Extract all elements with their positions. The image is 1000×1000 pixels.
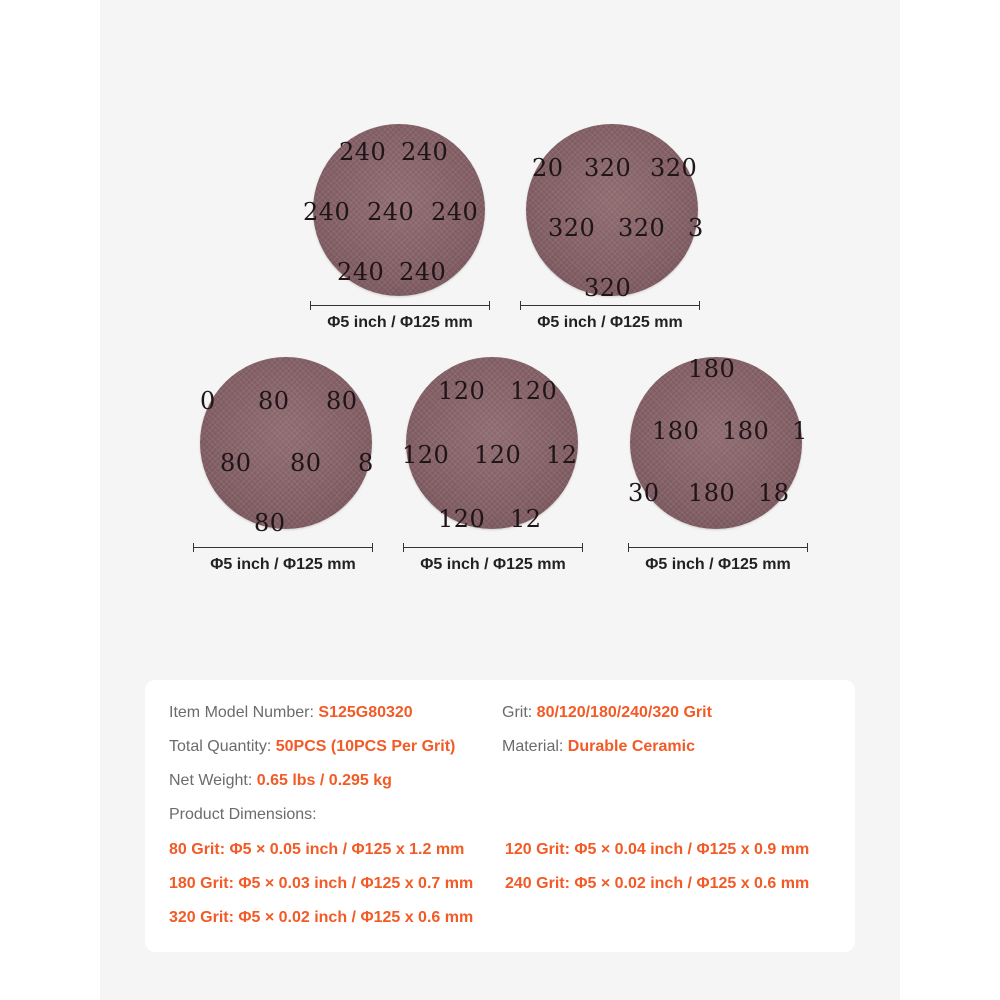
grit-mark: 120 [438,505,486,533]
grit-mark: 320 [584,154,632,182]
spec-label: Material: [502,738,568,755]
grit-mark: 18 [758,479,790,507]
dimension-label: Φ5 inch / Φ125 mm [327,314,473,331]
grit-mark: 80 [326,387,358,415]
grit-mark: 12 [510,505,542,533]
grit-mark: 180 [722,417,770,445]
grit-mark: 20 [532,154,564,182]
grit-mark: 180 [688,479,736,507]
spec-value: 0.65 lbs / 0.295 kg [256,772,392,789]
grit-mark: 240 [399,258,447,286]
dimension-line [403,543,583,553]
spec-dimensions-label: Product Dimensions: [169,806,317,823]
grit-mark: 320 [618,214,666,242]
grit-mark: 80 [254,509,286,537]
dimension-label: Φ5 inch / Φ125 mm [537,314,683,331]
grit-mark: 12 [546,441,578,469]
disc-80 [200,357,374,537]
grit-mark: 240 [303,198,351,226]
spec-label: Item Model Number: [169,704,319,721]
disc-240 [303,124,485,296]
grit-mark: 240 [337,258,385,286]
spec-grit [502,704,712,722]
dimension-line [520,301,700,311]
grit-mark: 240 [431,198,479,226]
spec-material [502,738,695,756]
dimension-label: Φ5 inch / Φ125 mm [420,556,566,573]
spec-dim-120: 120 Grit: Φ5 × 0.04 inch / Φ125 x 0.9 mm [505,841,810,858]
grit-mark: 120 [402,441,450,469]
spec-dim-180: 180 Grit: Φ5 × 0.03 inch / Φ125 x 0.7 mm [169,875,474,892]
disc-320 [526,124,704,302]
spec-dim-80: 80 Grit: Φ5 × 0.05 inch / Φ125 x 1.2 mm [169,841,465,858]
grit-mark: 80 [290,449,322,477]
sanding-disc-image [200,357,374,537]
specs-card [145,680,855,952]
spec-label: Net Weight: [169,772,257,789]
spec-label: Grit: [502,704,537,721]
grit-mark: 240 [367,198,415,226]
sanding-disc-image [402,357,578,533]
sanding-disc-image [526,124,704,302]
disc-180 [628,355,808,529]
spec-label: Total Quantity: [169,738,276,755]
grit-mark: 120 [474,441,522,469]
dimension-line [628,543,808,553]
grit-mark: 3 [688,214,704,242]
spec-dim-240: 240 Grit: Φ5 × 0.02 inch / Φ125 x 0.6 mm [505,875,810,892]
spec-model [169,704,413,722]
spec-value: Durable Ceramic [567,738,695,755]
spec-value: 50PCS (10PCS Per Grit) [275,738,456,755]
disc-120 [402,357,578,533]
dimension-label: Φ5 inch / Φ125 mm [645,556,791,573]
grit-mark: 320 [650,154,698,182]
grit-mark: 240 [401,138,449,166]
spec-quantity [169,738,455,756]
grit-mark: 120 [510,377,558,405]
spec-dim-320: 320 Grit: Φ5 × 0.02 inch / Φ125 x 0.6 mm [169,909,474,926]
grit-mark: 320 [584,274,632,302]
dimension-label: Φ5 inch / Φ125 mm [210,556,356,573]
grit-mark: 180 [688,355,736,383]
grit-mark: 80 [220,449,252,477]
grit-mark: 8 [358,449,374,477]
grit-mark: 80 [258,387,290,415]
grit-mark: 120 [438,377,486,405]
dimension-line [310,301,490,311]
sanding-disc-image [628,355,808,529]
spec-value: 80/120/180/240/320 Grit [536,704,712,721]
spec-value: S125G80320 [318,704,413,721]
sanding-disc-image [303,124,485,296]
grit-mark: 30 [628,479,660,507]
grit-mark: 240 [339,138,387,166]
dimension-line [193,543,373,553]
grit-mark: 1 [792,417,808,445]
spec-weight [169,772,392,790]
grit-mark: 180 [652,417,700,445]
grit-mark: 0 [200,387,216,415]
grit-mark: 320 [548,214,596,242]
